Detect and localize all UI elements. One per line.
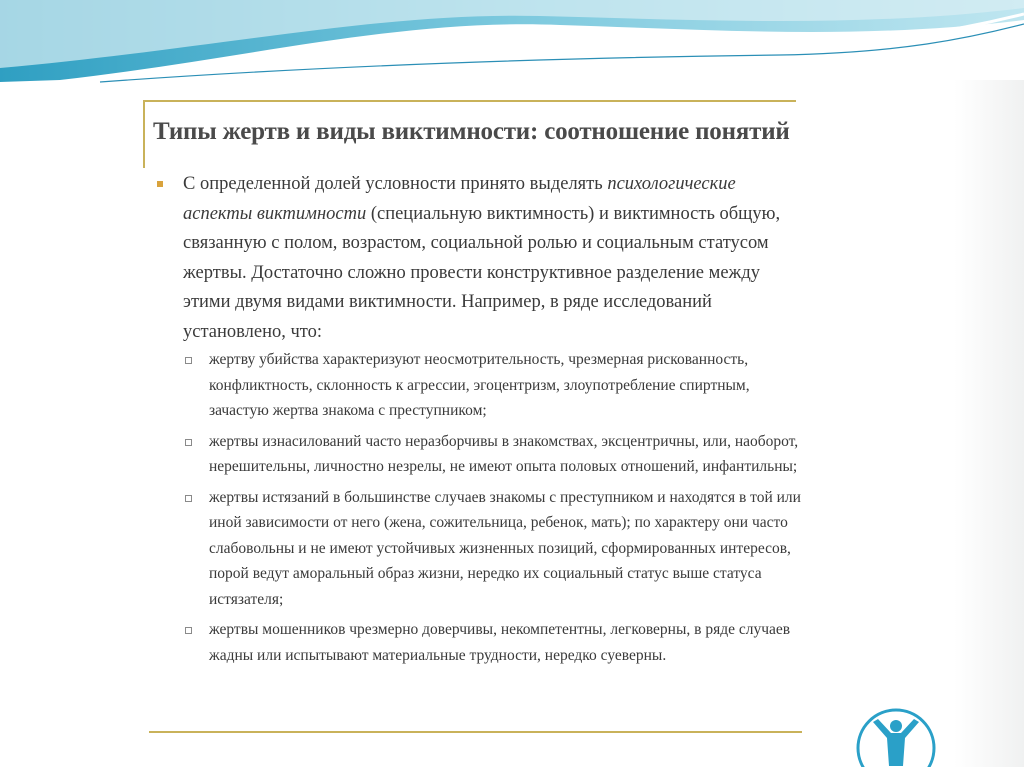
- list-item-text: жертвы мошенников чрезмерно доверчивы, некомпетентны, легковерны, в ряде случаев жадны или испытывают материальные трудности, нередко суеверны.: [209, 621, 791, 664]
- side-shade: [954, 80, 1024, 767]
- list-item-text: жертвы изнасилований часто неразборчивы в знакомствах, эксцентричны, или, наоборот, нерешительны, личностно незрелы, не имеют опыта половых отношений, инфантильны;: [209, 432, 799, 475]
- victim-types-list: [181, 347, 801, 673]
- header-wave-decoration: [0, 0, 1024, 90]
- list-item-text: жертвы истязаний в большинстве случаев знакомы с преступником и находятся в той или иной зависимости от него (жена, сожительница, ребенок, мать); по характеру они часто слабовольны и не имеют устойчивых жизненных позиций, сформированных интересов, порой ведут аморальный образ жизни, нередко их социальный статус выше статуса истязателя;: [209, 488, 801, 608]
- slide-content: [143, 100, 803, 736]
- main-bullet-marker: [157, 181, 163, 187]
- top-rule: [143, 100, 796, 102]
- list-item: [181, 429, 801, 480]
- intro-text-part2: (специальную виктимность) и виктимность общую, связанную с полом, возрастом, социальной ролью и социальным статусом жертвы. Достаточно сложно провести конструктивное разделение между этими двумя видами виктимности. Например, в ряде исследований установлено, что:: [183, 203, 781, 342]
- intro-italic-term: психологические аспекты виктимности: [183, 174, 736, 224]
- list-item: [181, 347, 801, 424]
- slide-title: Типы жертв и виды виктимности: соотношение понятий: [153, 118, 790, 145]
- intro-text-part1: С определенной долей условности принято выделять: [183, 174, 608, 194]
- bottom-rule: [149, 731, 802, 733]
- square-bullet-icon: [185, 439, 192, 446]
- intro-paragraph: [183, 170, 783, 347]
- square-bullet-icon: [185, 357, 192, 364]
- square-bullet-icon: [185, 627, 192, 634]
- person-arms-up-icon: [851, 700, 941, 767]
- left-rule: [143, 100, 145, 168]
- list-item: [181, 485, 801, 613]
- square-bullet-icon: [185, 495, 192, 502]
- list-item: [181, 617, 801, 668]
- list-item-text: жертву убийства характеризуют неосмотрительность, чрезмерная рискованность, конфликтность, склонность к агрессии, эгоцентризм, злоупотребление спиртным, зачастую жертва знакома с преступником;: [209, 351, 750, 419]
